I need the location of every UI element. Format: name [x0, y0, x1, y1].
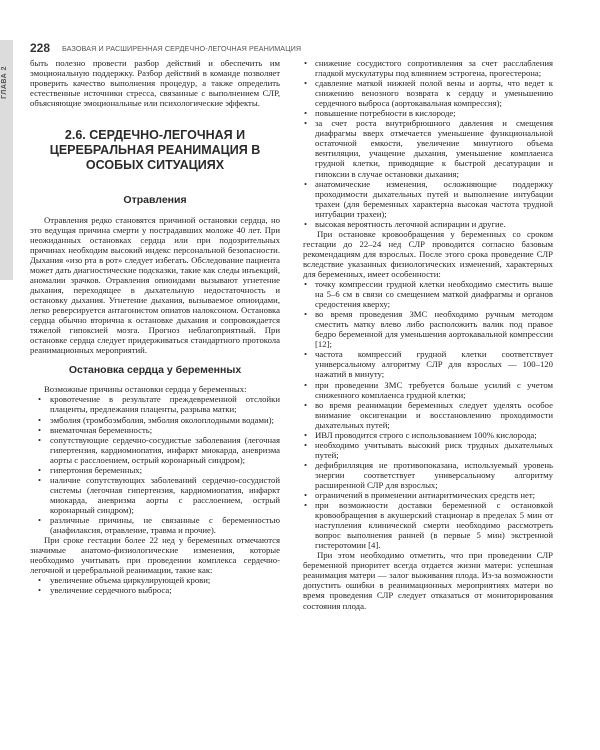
intro-paragraph: быть полезно провести разбор действий и обеспечить им эмоциональную поддержку. Разбор действий в команде позволяет проверить качество выполнения процедур, а также определить естественные источники стресса, связанные с выполнением СЛР, объясняющие эмоциональные или психологические эффекты.: [30, 58, 280, 109]
list-item: • повышение потребности в кислороде;: [303, 108, 553, 118]
causes-list: [30, 394, 280, 535]
list-item: • увеличение сердечного выброса;: [30, 585, 280, 595]
list-item: • наличие сопутствующих заболеваний сердечно-сосудистой системы (легочная гипертензия, кардиомиопатия, инфаркт миокарда, аневризма аорты с расслоением, острый коронарный синдром);: [30, 475, 280, 515]
conclusion-paragraph: При этом необходимо отметить, что при проведении СЛР беременной приоритет всегда отдается жизни матери: успешная реанимация матери — залог выживания плода. Из-за возможности допустить ошибки в реанимационных мероприятиях матери во время проведения СЛР следует отказаться от мониторирования состояния плода.: [303, 550, 553, 611]
pregnancy-heading: Остановка сердца у беременных: [68, 364, 242, 377]
left-column: [30, 58, 280, 595]
list-item: • увеличение объема циркулирующей крови;: [30, 575, 280, 585]
list-item: • сдавление маткой нижней полой вены и аорты, что ведет к снижению венозного возврата к сердцу и уменьшению сердечного выброса (аортокавальная компрессия);: [303, 78, 553, 108]
list-item: • эмболия (тромбоэмболия, эмболия околоплодными водами);: [30, 415, 280, 425]
list-item: • гипертония беременных;: [30, 465, 280, 475]
changes-list: [30, 575, 280, 595]
list-item: • внематочная беременность;: [30, 425, 280, 435]
list-item: • высокая вероятность легочной аспирации и другие.: [303, 219, 553, 229]
list-item: • снижение сосудистого сопротивления за счет расслабления гладкой мускулатуры под влиянием эстрогена, прогестерона;: [303, 58, 553, 78]
section-title: 2.6. СЕРДЕЧНО-ЛЕГОЧНАЯ И ЦЕРЕБРАЛЬНАЯ РЕАНИМАЦИЯ В ОСОБЫХ СИТУАЦИЯХ: [49, 128, 261, 172]
list-item: • различные причины, не связанные с беременностью (анафилаксия, отравление, травма и прочие).: [30, 515, 280, 535]
list-item: • за счет роста внутрибрюшного давления и смещения диафрагмы вверх отмечается уменьшение функциональной остаточной емкости, увеличение минутного объема вентиляции, учащение дыхания, уменьшение комплаенса грудной клетки, приводящие к быстрой десатурации и гипоксии в случае остановки дыхания;: [303, 118, 553, 178]
list-item: • при проведении ЗМС требуется больше усилий с учетом сниженного комплаенса грудной клетки;: [303, 380, 553, 400]
pregnancy-intro: Возможные причины остановки сердца у беременных:: [44, 384, 247, 395]
list-item: • необходимо учитывать высокий риск трудных дыхательных путей;: [303, 440, 553, 460]
poisoning-heading: Отравления: [123, 193, 187, 206]
list-item: • сопутствующие сердечно-сосудистые заболевания (легочная гипертензия, кардиомиопатия, инфаркт миокарда, аневризма аорты с расслоением, острый коронарный синдром);: [30, 435, 280, 465]
features-list: [303, 279, 553, 550]
list-item: • анатомические изменения, осложняющие поддержку проходимости дыхательных путей и выполнение интубации трахеи (для беременных характерна высокая частота трудной интубации трахеи);: [303, 179, 553, 219]
list-item: • точку компрессии грудной клетки необходимо сместить выше на 5–6 см в связи со смещением маткой диафрагмы и органов средостения кверху;: [303, 279, 553, 309]
changes-list-continued: [303, 58, 553, 229]
list-item: • дефибрилляция не противопоказана, используемый уровень энергии соответствует универсальному алгоритму расширенной СЛР для взрослых;: [303, 460, 553, 490]
list-item: • ограничений в применении антиаритмических средств нет;: [303, 490, 553, 500]
list-item: • во время проведения ЗМС необходимо ручным методом сместить матку влево либо расположить валик под правое бедро беременной для уменьшения аортокавальной компрессии [12];: [303, 309, 553, 349]
features-intro: При остановке кровообращения у беременных со сроком гестации до 22–24 нед СЛР проводится согласно базовым рекомендациям для взрослых. После этого срока проведение СЛР вследствие указанных физиологических изменений, характерных для беременных, имеет особенности:: [303, 228, 553, 279]
gestation-paragraph: При сроке гестации более 22 нед у беременных отмечаются значимые анатомо-физиологические изменения, которые необходимо учитывать при проведении комплекса сердечно-легочной и церебральной реанимации, такие как:: [30, 535, 280, 576]
poisoning-paragraph: Отравления редко становятся причиной остановки сердца, но это ведущая причина смерти у пострадавших моложе 40 лет. При неожиданных остановках сердца или при подозрительных причинах необходим высокий индекс персональной безопасности. Дыхания «изо рта в рот» следует избегать. Обследование пациента может дать диагностические подсказки, такие как следы инъекций, аномалии зрачков. Отравления опиоидами вызывают угнетение дыхания, переходящее в дыхательную недостаточность и остановку дыхания. Угнетение дыхания, вызываемое опиоидами, легко реверсируется антагонистом опиатов налоксоном. Остановка сердца обычно вторична к остановке дыхания и сопровождается тяжелой гипоксией мозга. Прогноз неблагоприятный. При остановке сердца следует придерживаться стандартного протокола реанимационных мероприятий.: [30, 214, 280, 356]
list-item: • частота компрессий грудной клетки соответствует универсальному алгоритму СЛР для взрослых — 100–120 нажатий в минуту;: [303, 349, 553, 379]
chapter-label: ГЛАВА 2: [1, 66, 8, 99]
list-item: • ИВЛ проводится строго с использованием 100% кислорода;: [303, 430, 553, 440]
list-item: • во время реанимации беременных следует уделять особое внимание оксигенации и восстановлению проходимости дыхательных путей;: [303, 400, 553, 430]
list-item: • при возможности доставки беременной с остановкой кровообращения в акушерский стационар в пределах 5 мин от наступления клинической смерти необходимо рассмотреть вопрос выполнения ранней (в первые 5 мин) экстренной гистеротомии [4].: [303, 500, 553, 550]
right-column: [303, 58, 553, 611]
running-title: БАЗОВАЯ И РАСШИРЕННАЯ СЕРДЕЧНО-ЛЕГОЧНАЯ РЕАНИМАЦИЯ: [62, 44, 302, 53]
page-number: 228: [30, 41, 51, 55]
list-item: • кровотечение в результате преждевременной отслойки плаценты, предлежания плаценты, разрыва матки;: [30, 394, 280, 414]
